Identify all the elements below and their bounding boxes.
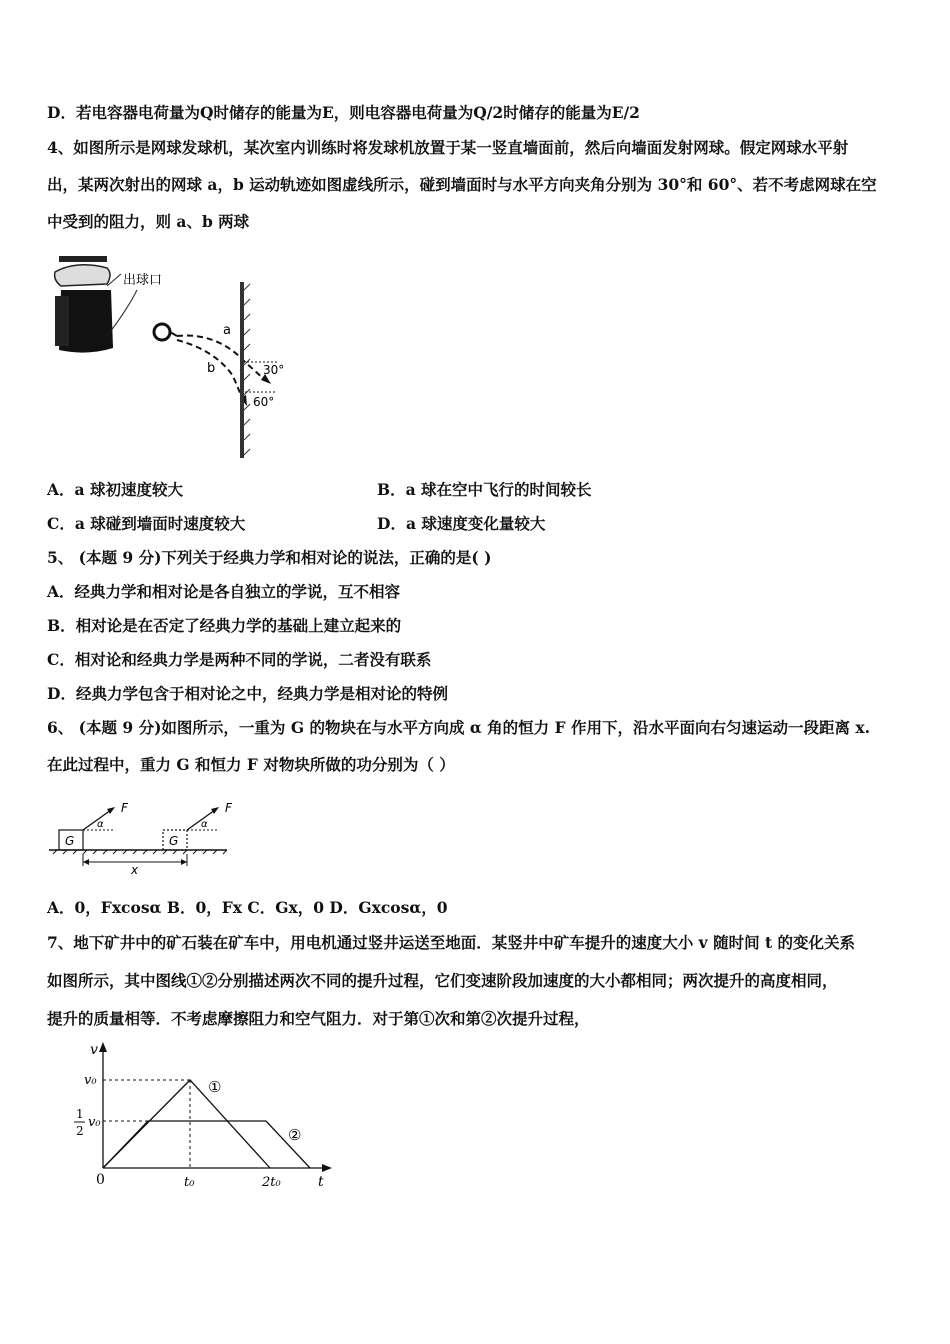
curve-1: [103, 1080, 270, 1168]
angle-30-label: 30°: [263, 363, 285, 377]
q7-stem-line2: 如图所示，其中图线①②分别描述两次不同的提升过程，它们变速阶段加速度的大小都相同；两次提升的高度相同，: [47, 971, 838, 990]
q5-option-a: A．经典力学和相对论是各自独立的学说，互不相容: [47, 582, 401, 601]
q6-stem-line1: 6、 (本题 9 分)如图所示，一重为 G 的物块在与水平方向成 α 角的恒力 F 作用下，沿水平面向右匀速运动一段距离 x.: [47, 718, 871, 737]
v0-label: v₀: [84, 1073, 97, 1088]
2t0-label: 2t₀: [262, 1175, 281, 1190]
distance-label: x: [131, 863, 139, 876]
curve-2: [103, 1121, 310, 1168]
curve-1-label: ①: [208, 1078, 222, 1096]
ball-machine-icon: [55, 256, 121, 353]
q6-stem-line2: 在此过程中，重力 G 和恒力 F 对物块所做的功分别为（ ）: [47, 755, 455, 774]
q5-stem: 5、 (本题 9 分)下列关于经典力学和相对论的说法，正确的是( ): [47, 548, 492, 567]
q5-option-d: D．经典力学包含于相对论之中，经典力学是相对论的特例: [47, 684, 448, 703]
q4-option-c: C．a 球碰到墙面时速度较大: [47, 514, 246, 533]
q4-option-a: A．a 球初速度较大: [47, 480, 183, 499]
path-b-label: b: [207, 361, 216, 376]
path-a-label: a: [223, 323, 231, 338]
half-v0-label: v₀: [88, 1115, 101, 1130]
outlet-label: 出球口: [123, 273, 163, 288]
q7-stem-line1: 7、地下矿井中的矿石装在矿车中，用电机通过竖井运送至地面．某竖井中矿车提升的速度大小 v 随时间 t 的变化关系: [47, 933, 856, 952]
q4-stem-line2: 出，某两次射出的网球 a，b 运动轨迹如图虚线所示，碰到墙面时与水平方向夹角分别为 30°和 60°、若不考虑网球在空: [47, 175, 877, 194]
tennis-ball-icon: [154, 324, 170, 340]
angle-60-label: 60°: [253, 395, 275, 409]
q5-option-c: C．相对论和经典力学是两种不同的学说，二者没有联系: [47, 650, 432, 669]
q7-stem-line3: 提升的质量相等．不考虑摩擦阻力和空气阻力．对于第①次和第②次提升过程，: [47, 1009, 590, 1028]
force-label-2: F: [225, 801, 232, 815]
force-label-1: F: [121, 801, 128, 815]
block-force-figure: [47, 796, 232, 876]
half-numerator: 1: [76, 1107, 84, 1121]
origin-label: 0: [96, 1172, 105, 1188]
q3-option-d: D．若电容器电荷量为Q时储存的能量为E，则电容器电荷量为Q/2时储存的能量为E/2: [47, 103, 640, 122]
block-end-label: G: [169, 834, 179, 848]
q6-options: A．0，Fxcosα B．0，Fx C．Gx，0 D．Gxcosα，0: [47, 898, 448, 917]
x-axis-label: t: [318, 1174, 324, 1190]
block-start-label: G: [65, 834, 75, 848]
half-denominator: 2: [76, 1124, 84, 1138]
q5-option-b: B．相对论是在否定了经典力学的基础上建立起来的: [47, 616, 402, 635]
q4-option-d: D．a 球速度变化量较大: [377, 514, 546, 533]
curve-2-label: ②: [288, 1126, 302, 1144]
tennis-machine-figure: [47, 250, 307, 462]
q4-stem-line3: 中受到的阻力，则 a、b 两球: [47, 212, 250, 231]
wall: [240, 282, 244, 458]
y-axis-label: v: [90, 1042, 98, 1058]
angle-label-1: α: [97, 819, 104, 830]
angle-label-2: α: [201, 819, 208, 830]
velocity-time-graph: [70, 1040, 340, 1195]
t0-label: t₀: [184, 1175, 195, 1190]
q4-option-b: B．a 球在空中飞行的时间较长: [377, 480, 592, 499]
trajectory-a: [177, 336, 265, 380]
q4-stem-line1: 4、如图所示是网球发球机，某次室内训练时将发球机放置于某一竖直墙面前，然后向墙面发射网球。假定网球水平射: [47, 138, 849, 157]
